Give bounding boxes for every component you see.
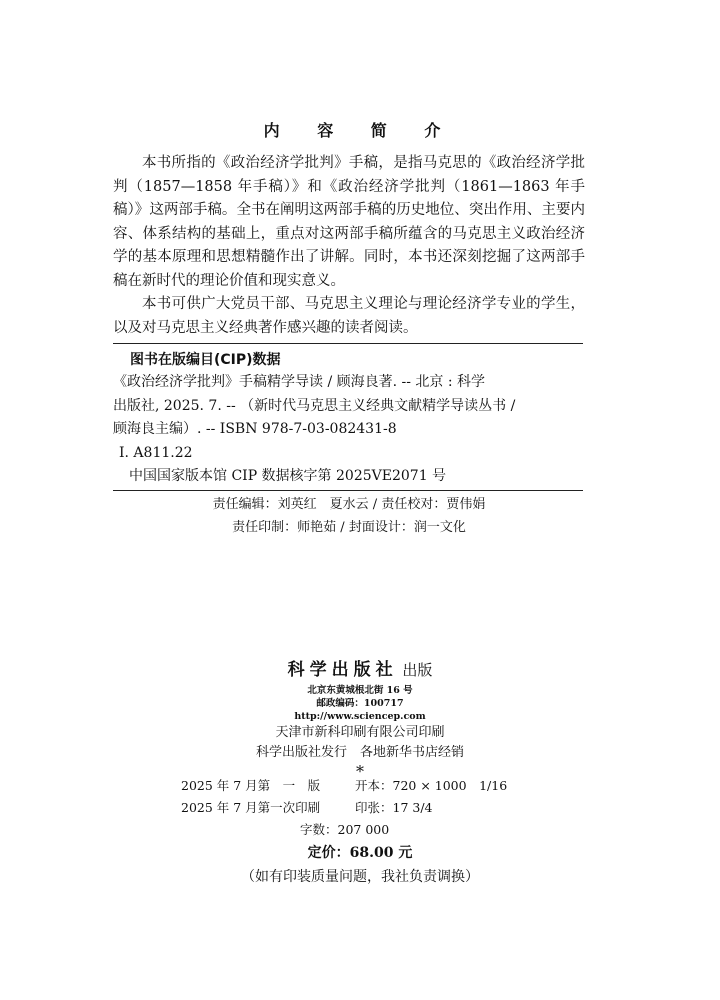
publisher-postcode: 邮政编码：100717 — [316, 698, 404, 709]
staff-credits — [113, 493, 585, 539]
publisher-name: 科学出版社 — [287, 660, 398, 680]
printed-sheets: 印张：17 3/4 — [355, 800, 433, 815]
publisher-website: http://www.sciencep.com — [294, 711, 426, 722]
cip-heading: 图书在版编目(CIP)数据 — [130, 352, 281, 368]
print-date: 2025 年 7 月第一次印刷 — [181, 800, 321, 815]
summary-paragraph: 本书可供广大党员干部、马克思主义理论与理论经济学专业的学生，以及对马克思主义经典著作感兴趣的读者阅读。 — [113, 296, 585, 336]
book-format: 开本：720 × 1000 1/16 — [355, 778, 508, 793]
cip-top-divider — [113, 343, 583, 344]
distribution-line: 科学出版社发行 各地新华书店经销 — [255, 745, 464, 760]
staff-line-editors: 责任编辑：刘英红 夏水云 / 责任校对：贾伟娟 — [212, 497, 486, 512]
page-title: 内 容 简 介 — [263, 121, 457, 140]
publisher-row — [0, 655, 720, 680]
cip-bottom-divider — [113, 490, 583, 491]
price: 定价：68.00 元 — [307, 845, 413, 861]
staff-line-production: 责任印制：师艳茹 / 封面设计：润一文化 — [232, 520, 466, 535]
edition-date: 2025 年 7 月第 一 版 — [181, 778, 321, 793]
cip-line: Ⅰ. A811.22 — [119, 444, 193, 461]
summary-paragraph: 本书所指的《政治经济学批判》手稿，是指马克思的《政治经济学批判（1857—1858 年手稿）》和《政治经济学批判（1861—1863 年手稿）》这两部手稿。全书在阐明这两部手稿的历史地位、突出作用、主要内容、体系结构的基础上，重点对这两部手稿所蕴含的马克思主义政治经济学的基本原理和思想精髓作出了讲解。同时，本书还深刻挖掘了这两部手稿在新时代的理论价值和现实意义。 — [113, 155, 585, 289]
publisher-address: 北京东黄城根北街 16 号 — [307, 685, 413, 696]
printer-line: 天津市新科印刷有限公司印刷 — [275, 725, 445, 740]
publisher-block — [0, 655, 720, 781]
cip-line: 顾海良主编）. -- ISBN 978-7-03-082431-8 — [113, 421, 397, 437]
word-count: 字数：207 000 — [300, 822, 390, 837]
cip-record — [113, 371, 585, 489]
cip-line: 中国国家版本馆 CIP 数据核字第 2025VE2071 号 — [129, 468, 447, 484]
separator-star: * — [356, 762, 364, 781]
publisher-suffix: 出版 — [402, 661, 433, 679]
summary-section — [113, 152, 585, 340]
cip-line: 《政治经济学批判》手稿精学导读 / 顾海良著. -- 北京 : 科学 — [113, 374, 486, 390]
cip-line: 出版社, 2025. 7. -- （新时代马克思主义经典文献精学导读丛书 / — [113, 397, 516, 414]
quality-notice: （如有印装质量问题，我社负责调换） — [241, 869, 479, 885]
